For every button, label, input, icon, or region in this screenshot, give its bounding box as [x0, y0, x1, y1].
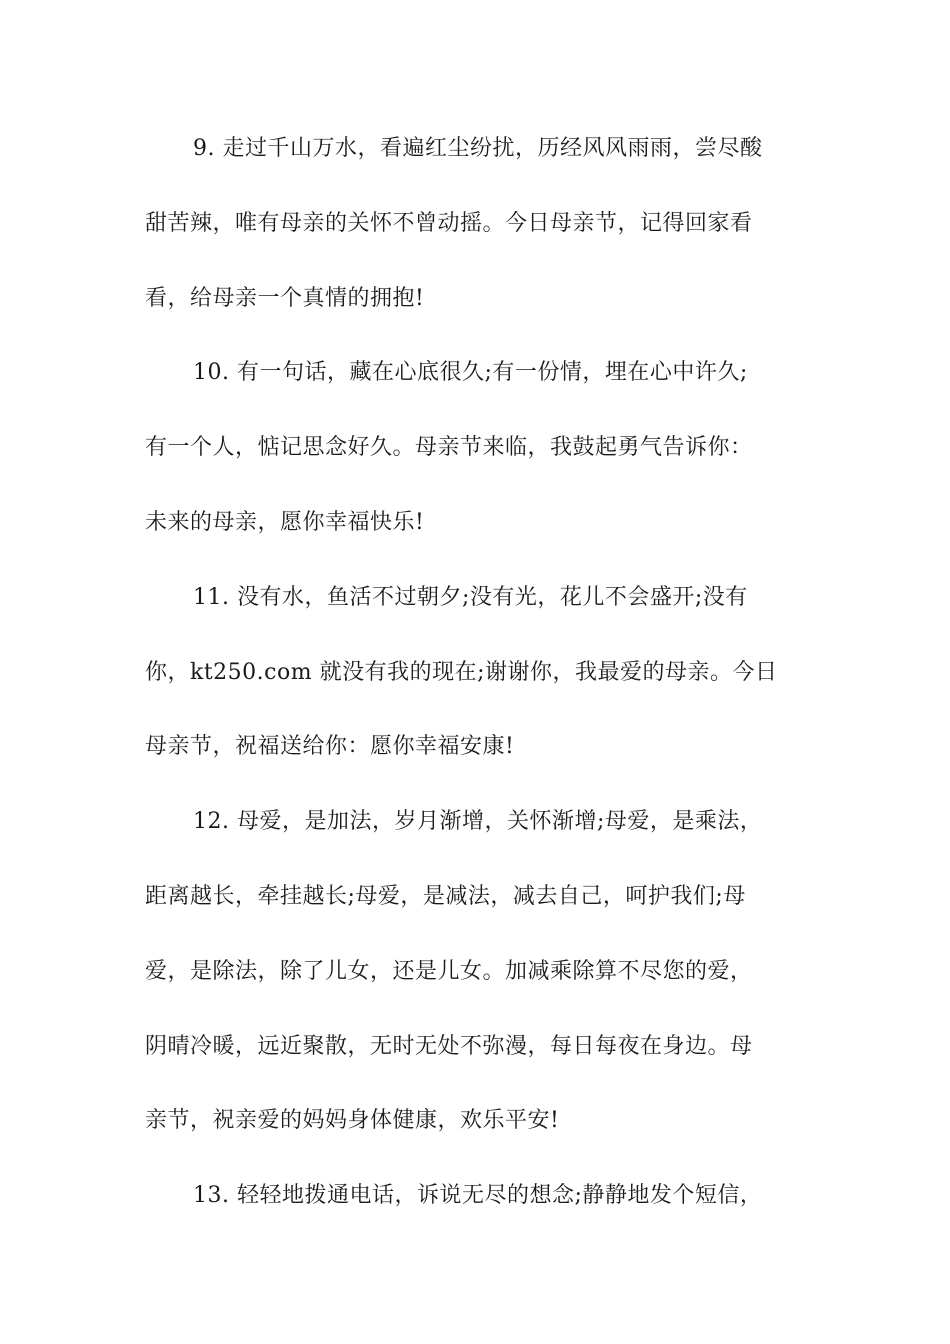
paragraph-9-line-2: 甜苦辣，唯有母亲的关怀不曾动摇。今日母亲节，记得回家看	[145, 210, 753, 236]
paragraph-12-line-1: 12. 母爱，是加法，岁月渐增，关怀渐增;母爱，是乘法，	[193, 809, 763, 835]
paragraph-12-line-5: 亲节，祝亲爱的妈妈身体健康，欢乐平安!	[145, 1108, 560, 1134]
paragraph-12-line-3: 爱，是除法，除了儿女，还是儿女。加减乘除算不尽您的爱，	[145, 958, 753, 984]
body-text	[145, 112, 807, 1234]
paragraph-9-line-1: 9. 走过千山万水，看遍红尘纷扰，历经风风雨雨，尝尽酸	[193, 136, 763, 161]
paragraph-10-line-2: 有一个人，惦记思念好久。母亲节来临，我鼓起勇气告诉你：	[145, 435, 753, 461]
paragraph-12-line-2: 距离越长，牵挂越长;母爱，是减法，减去自己，呵护我们;母	[145, 883, 746, 909]
paragraph-11-line-3: 母亲节，祝福送给你：愿你幸福安康!	[145, 734, 515, 760]
paragraph-12-line-4: 阴晴冷暖，远近聚散，无时无处不弥漫，每日每夜在身边。母	[145, 1033, 753, 1059]
paragraph-11-line-2: 你，kt250.com 就没有我的现在;谢谢你，我最爱的母亲。今日	[145, 659, 778, 685]
paragraph-10-line-3: 未来的母亲，愿你幸福快乐!	[145, 509, 425, 535]
paragraph-11-line-1: 11. 没有水，鱼活不过朝夕;没有光，花儿不会盛开;没有	[193, 584, 748, 610]
paragraph-9-line-3: 看，给母亲一个真情的拥抱!	[145, 285, 425, 311]
paragraph-13-line-1: 13. 轻轻地拨通电话，诉说无尽的想念;静静地发个短信，	[193, 1183, 763, 1209]
paragraph-10-line-1: 10. 有一句话，藏在心底很久;有一份情，埋在心中许久;	[193, 360, 748, 386]
